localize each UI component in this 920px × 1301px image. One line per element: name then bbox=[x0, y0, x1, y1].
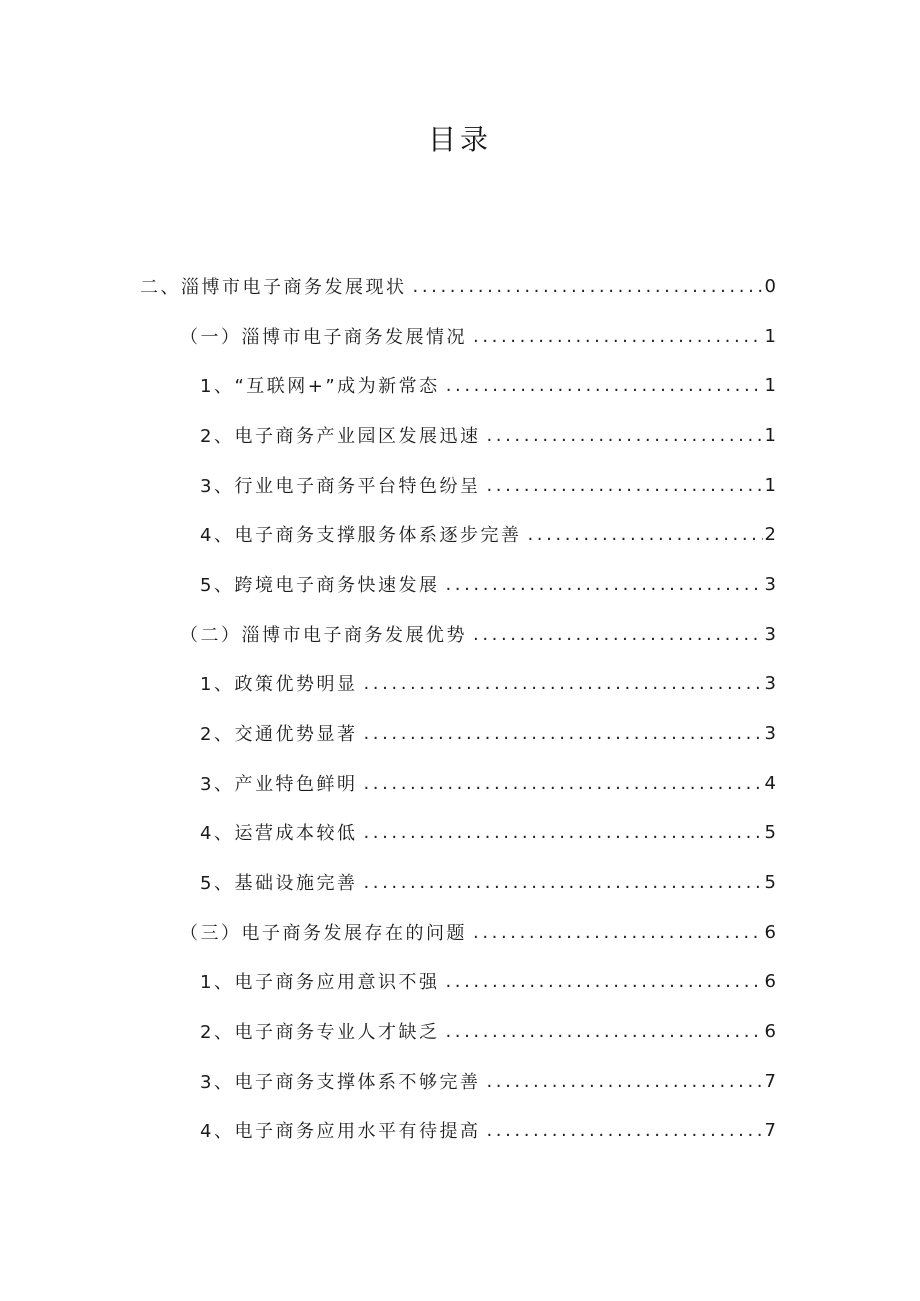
toc-entry[interactable] bbox=[200, 963, 776, 999]
dot-leader bbox=[445, 1021, 762, 1042]
toc-entry-page: 6 bbox=[764, 1020, 776, 1042]
toc-entry[interactable] bbox=[200, 1112, 776, 1148]
toc-entry[interactable] bbox=[200, 467, 776, 503]
dot-leader bbox=[363, 723, 762, 744]
toc-entry-page: 7 bbox=[764, 1070, 776, 1092]
dot-leader bbox=[486, 425, 762, 446]
toc-entry-text: 5、跨境电子商务快速发展 bbox=[200, 575, 440, 596]
toc-entry-text: 3、行业电子商务平台特色纷呈 bbox=[200, 476, 481, 497]
toc-entry[interactable] bbox=[200, 715, 776, 751]
toc-entry[interactable] bbox=[180, 616, 776, 652]
toc-entry-page: 3 bbox=[764, 722, 776, 744]
toc-entry[interactable] bbox=[200, 864, 776, 900]
toc-entry-page: 7 bbox=[764, 1119, 776, 1141]
toc-entry-text: 3、产业特色鲜明 bbox=[200, 774, 358, 795]
toc-entry-page: 3 bbox=[764, 672, 776, 694]
toc-entry-text: 1、政策优势明显 bbox=[200, 674, 358, 695]
dot-leader bbox=[486, 1071, 762, 1092]
toc-entry[interactable] bbox=[200, 1013, 776, 1049]
toc-entry-page: 1 bbox=[764, 424, 776, 446]
toc-entry[interactable] bbox=[200, 1063, 776, 1099]
dot-leader bbox=[473, 624, 763, 645]
toc-entry-text: 1、电子商务应用意识不强 bbox=[200, 972, 440, 993]
toc-entry-page: 5 bbox=[764, 821, 776, 843]
toc-entry-page: 5 bbox=[764, 871, 776, 893]
toc-entry-text: 3、电子商务支撑体系不够完善 bbox=[200, 1072, 481, 1093]
toc-entry-text: （一）淄博市电子商务发展情况 bbox=[180, 327, 467, 348]
toc-entry[interactable] bbox=[180, 318, 776, 354]
toc-entry[interactable] bbox=[200, 814, 776, 850]
toc-entry-text: （三）电子商务发展存在的问题 bbox=[180, 923, 467, 944]
toc-entry-text: 1、“互联网+”成为新常态 bbox=[200, 376, 440, 397]
toc-entry-page: 3 bbox=[764, 573, 776, 595]
toc-entry-text: 2、电子商务专业人才缺乏 bbox=[200, 1022, 440, 1043]
toc-entry[interactable] bbox=[200, 765, 776, 801]
dot-leader bbox=[445, 574, 762, 595]
dot-leader bbox=[363, 773, 762, 794]
toc-entry-page: 2 bbox=[764, 523, 776, 545]
toc-entry[interactable] bbox=[180, 914, 776, 950]
dot-leader bbox=[446, 375, 763, 396]
toc-entry[interactable] bbox=[200, 417, 776, 453]
toc-entry-text: 4、电子商务支撑服务体系逐步完善 bbox=[200, 525, 522, 546]
toc-entry-text: 4、电子商务应用水平有待提高 bbox=[200, 1121, 481, 1142]
dot-leader bbox=[363, 673, 762, 694]
toc-entry-page: 4 bbox=[764, 772, 776, 794]
toc-entry[interactable] bbox=[200, 367, 776, 403]
dot-leader bbox=[363, 822, 762, 843]
dot-leader bbox=[486, 475, 762, 496]
toc-entry-text: 2、电子商务产业园区发展迅速 bbox=[200, 426, 481, 447]
toc-entry-page: 0 bbox=[764, 275, 776, 297]
toc-entry[interactable] bbox=[200, 516, 776, 552]
dot-leader bbox=[363, 872, 762, 893]
toc-title: 目录 bbox=[427, 123, 492, 156]
toc-entry-text: 4、运营成本较低 bbox=[200, 823, 358, 844]
toc-entry[interactable] bbox=[140, 268, 776, 304]
toc-entry-text: 5、基础设施完善 bbox=[200, 873, 358, 894]
toc-entry-text: 2、交通优势显著 bbox=[200, 724, 358, 745]
toc-entry[interactable] bbox=[200, 566, 776, 602]
dot-leader bbox=[473, 922, 763, 943]
dot-leader bbox=[413, 276, 763, 297]
dot-leader bbox=[473, 326, 763, 347]
toc-entry-page: 1 bbox=[764, 325, 776, 347]
toc-entry-page: 6 bbox=[764, 921, 776, 943]
toc-entry-page: 1 bbox=[764, 474, 776, 496]
toc-entry[interactable] bbox=[200, 665, 776, 701]
toc-entry-page: 6 bbox=[764, 970, 776, 992]
toc-entry-text: （二）淄博市电子商务发展优势 bbox=[180, 625, 467, 646]
dot-leader bbox=[486, 1120, 762, 1141]
dot-leader bbox=[445, 971, 762, 992]
toc-entry-page: 3 bbox=[764, 623, 776, 645]
toc-entry-text: 二、淄博市电子商务发展现状 bbox=[140, 277, 407, 298]
toc-entry-page: 1 bbox=[764, 374, 776, 396]
dot-leader bbox=[527, 524, 762, 545]
